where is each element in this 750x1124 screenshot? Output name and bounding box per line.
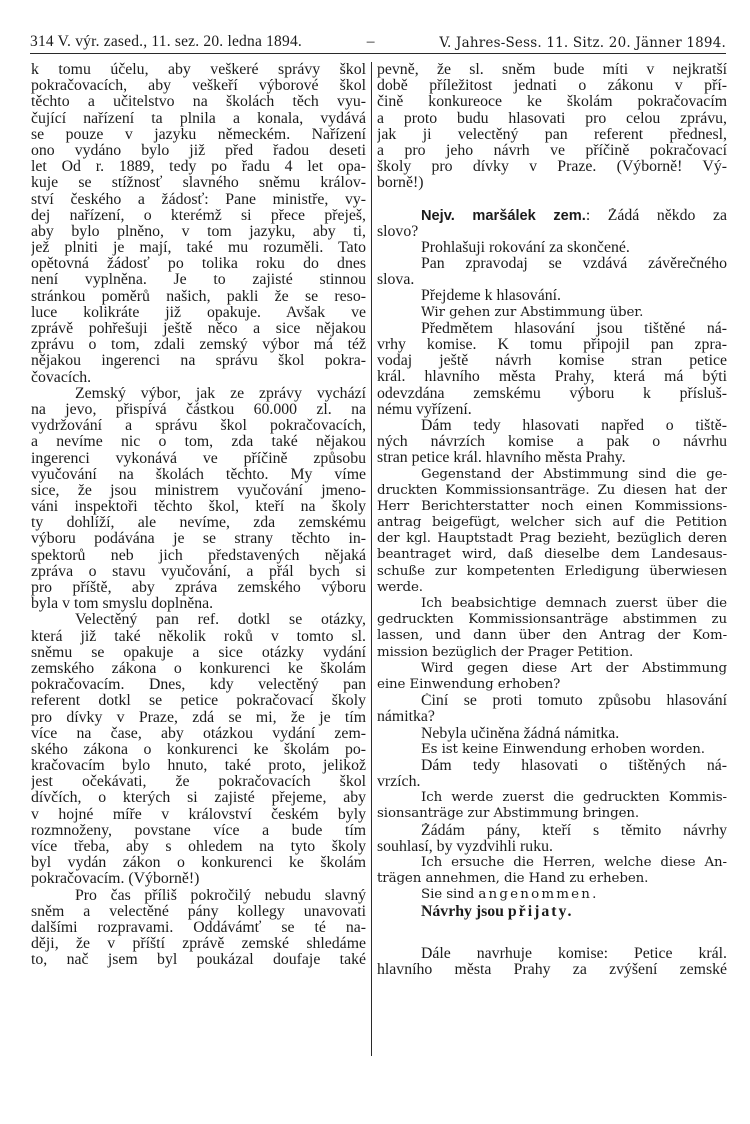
text-line: stránkou poměrů našich, pakli že se reso- [31,288,366,305]
speaker-text: : Žádá někdo za [585,207,727,224]
text-line: dalšími rozpravami. Oddávámť se té na- [31,919,366,936]
text-line: čovacích. [31,369,92,386]
next-item [377,946,727,978]
text-line-german: Wird gegen diese Art der Abstimmung [421,660,727,676]
text-line: jak ji velectěný pan referent přednesl, [377,126,727,143]
text-line: pokračovacím. (Výborně!) [31,871,200,888]
text-line: slova. [377,272,415,289]
accepted-czech [377,904,727,920]
text-line-german: antrag beigefügt, welcher sich auf die Petition [377,515,727,531]
text-line: ství českého a žádosť: Pane ministře, vy- [31,191,366,208]
text-line: luce kolikráte již opakuje. Avšak ve [31,304,366,321]
text-line-german: Ich werde zuerst die gedruckten Kommis- [421,790,727,806]
spacer [377,192,727,208]
speaker-line [377,208,727,224]
text-line: Prohlašuji rokování za skončené. [421,239,630,256]
text-line: čující nařízení ta plnila a konala, vydává [31,110,366,127]
text-line: Předmětem hlasování jsou tištěné ná- [421,320,727,337]
accepted-german-word: angenommen. [478,887,599,903]
text-line: která již také několik roků v tomto sl. [31,628,366,645]
text-line: v hojné míře v království českém byly [31,806,366,823]
text-line: těchto a učitelstvo na školách těch vyu- [31,94,366,111]
text-line: sněm a velectěné pány kollegy unavovati [31,903,366,920]
text-line: ty dohlíží, ale nevíme, zda zemskému [31,515,366,532]
text-line: Dám tedy hlasovati o tištěných ná- [421,757,727,774]
text-line: Velectěný pan ref. dotkl se otázky, [75,612,366,629]
left-column [31,62,366,969]
text-line-german: Herr Berichterstatter noch einen Kommissions- [377,498,727,514]
text-line: Dám tedy hlasovati napřed o tiště- [421,417,727,434]
text-line: jest očekávati, že pokračovacích škol [31,774,366,791]
text-line: školy pro dívky v Praze. (Výborně! Vý- [377,159,727,176]
text-line-german: Ich ersuche die Herren, welche diese An- [421,855,727,870]
running-header [30,31,726,51]
text-line: a pro jeho návrh ve příčině pokračovací [377,142,727,159]
text-line-german: beantraget wird, daß dieselbe dem Landesaus- [377,547,727,563]
text-line: době příležitost jednati o zákonu v pří- [377,78,727,95]
text-line: borně!) [377,175,424,192]
text-line-german: werde. [377,579,423,595]
text-line-german: Gegenstand der Abstimmung sind die ge- [421,466,727,482]
text-line: dej nařízení, o kterémž si přece přeješ, [31,207,366,224]
text-line-german: lassen, und dann über den Antrag der Kom- [377,628,727,644]
text-line: vydržování a správu škol pokračovacích, [31,418,366,435]
text-line: vrhy komise. K tomu připojil pan zpra- [377,337,727,353]
text-line: a nevíme nic o tom, zda také nějakou [31,434,366,451]
text-line: ono vydáno bylo již před řadou deseti [31,142,366,159]
text-line: na jevo, přispívá částkou 60.000 zl. na [31,401,366,418]
text-line: pro dívky v Praze, zdá se mi, že je tím [31,709,366,726]
text-line: nějakou ingerenci na správu škol pokra- [31,353,366,370]
text-line-german: Wir gehen zur Abstimmung über. [421,304,644,320]
text-line-german: druckten Kommissionsanträge. Zu diesen hat der [377,482,727,498]
text-line: více na čase, aby otázkou vydání zem- [31,725,366,742]
text-line: zprávu o tom, zdali zemský výbor má též [31,337,366,354]
text-line: sice, že jsou ministrem vyučování jmeno- [31,482,366,499]
text-line-german: schuße zur kompetenten Erledigung überwiesen [377,563,727,579]
text-line: aby bylo plněno, v tom jazyku, aby ti, [31,223,366,240]
text-line: zpráva o stavu vyučování, a přál bych si [31,563,366,580]
spacer [377,920,727,946]
text-line: Dále navrhuje komise: Petice král. [421,945,727,962]
text-line: rozmnoženy, povstane více a bude tím [31,822,366,839]
text-line-german: der kgl. Hauptstadt Prag bezieht, bezüglich deren [377,531,727,547]
text-line: pokračovacím. Dnes, kdy velectěný pan [31,677,366,694]
text-line: zemského zákona o konkurenci ke školám [31,660,366,677]
text-line: vodaj ještě návrh komise stran petice [377,353,727,370]
accepted-german-prefix: Sie sind [421,887,479,903]
accepted-czech-prefix: Návrhy jsou [421,903,508,920]
text-line: k tomu účelu, aby veškeré správy škol [31,62,366,78]
text-line: opětovná žádosť po tolika roku do dnes [31,256,366,273]
text-line: nému vyřízení. [377,401,472,418]
text-line: námitka? [377,709,435,726]
text-line: spektorů neb jich představených nějaká [31,547,366,564]
accepted-german [377,887,727,903]
text-line: let Od r. 1889, tedy po řadu 4 let opa- [31,159,366,176]
text-line-german: mission bezüglich der Prager Petition. [377,644,634,660]
text-line: Činí se proti tomuto způsobu hlasování [421,693,727,710]
text-line: výboru podávána je se strany těchto in- [31,531,366,548]
text-line: hlavního města Prahy za zvýšení zemské [377,961,727,978]
proceedings-body [377,240,727,888]
speaker-name: Nejv. maršálek zem. [421,207,586,224]
text-line: pokračovacích, aby veškeří výborové škol [31,78,366,95]
text-line: Žádám pány, kteří s těmito návrhy [421,822,727,839]
right-column [377,62,727,978]
text-line: vrzích. [377,774,421,791]
text-line: váni inspektoři těchto škol, kteří na školy [31,499,366,516]
accepted-czech-word: přijaty. [507,903,574,920]
text-line: a proto budu hlasovati pro celou zprávu, [377,110,727,127]
text-line: zprávě pohřešuji ještě něco a sice nějakou [31,321,366,337]
text-line: Přejdeme k hlasování. [421,288,561,305]
text-line: pro příště, aby zpráva zemského výboru [31,580,366,596]
text-line: sněmu se opakuje a sice otázky vydání [31,644,366,661]
column-divider [371,62,372,1056]
text-line: se pouze v jazyku německém. Nařízení [31,126,366,143]
text-line: ných návrzích komise a pak o návrhu [377,434,727,451]
speaker-line-cont: slovo? [377,223,419,240]
text-line: kuje se stížnosť slavného sněmu králov- [31,175,366,192]
text-line: stran petice král. hlavního města Prahy. [377,450,626,467]
header-czech: 314 V. výr. zased., 11. sez. 20. ledna 1894. [30,33,302,50]
header-rule [30,53,726,54]
text-line: Nebyla učiněna žádná námitka. [421,725,620,742]
text-line: ději, že v příští zprávě zemské shledáme [31,936,366,953]
text-line: byl vydán zákon o konkurenci ke školám [31,855,366,872]
text-line: král. hlavního města Prahy, která má býti [377,369,727,386]
text-line: ingerenci vykonává ve příčině způsobu [31,450,366,467]
text-line: odevzdána zemskému výboru k přísluš- [377,385,727,402]
text-line: dívčích, o kterých si zajisté přejeme, aby [31,790,366,807]
text-line: to, nač jsem byl poukázal doufaje také [31,952,366,969]
text-line: kračovacím bylo hnuto, také proto, jelikož [31,758,366,775]
text-line-german: trägen annehmen, die Hand zu erheben. [377,871,649,887]
text-line-german: Es ist keine Einwendung erhoben worden. [421,741,705,757]
text-line: Zemský výbor, jak ze zprávy vychází [75,385,366,402]
text-line: vyučování na školách těchto. My víme [31,466,366,483]
text-line: Pro čas příliš pokročilý nebudu slavný [75,887,366,904]
text-line-german: eine Einwendung erhoben? [377,676,561,692]
text-line: ského zákona o konkurenci ke školám po- [31,741,366,758]
text-line: čině konkureoce ke školám pokračovacím [377,94,727,111]
text-line: pevně, že sl. sněm bude míti v nejkratší [377,62,727,78]
text-line: Pan zpravodaj se vzdává závěrečného [421,256,727,273]
text-line-german: sionsanträge zur Abstimmung bringen. [377,806,640,822]
speech-continuation [377,62,727,192]
text-line: není vyplněna. Je to zajisté stinnou [31,272,366,289]
text-line-german: Ich beabsichtige demnach zuerst über die [421,596,727,611]
text-line: více třeba, aby s ohledem na tyto školy [31,839,366,855]
header-separator: – [366,33,375,50]
text-line: byla v tom smyslu doplněna. [31,596,214,613]
text-line: jež plniti je mají, také mu rozuměli. Tato [31,240,366,257]
text-line: referent dotkl se petice pokračovací školy [31,693,366,710]
header-german: V. Jahres-Sess. 11. Sitz. 20. Jänner 1894. [439,35,726,51]
text-line: souhlasí, by vyzdvihli ruku. [377,838,553,855]
text-line-german: gedruckten Kommissionsanträge abstimmen zu [377,612,727,628]
